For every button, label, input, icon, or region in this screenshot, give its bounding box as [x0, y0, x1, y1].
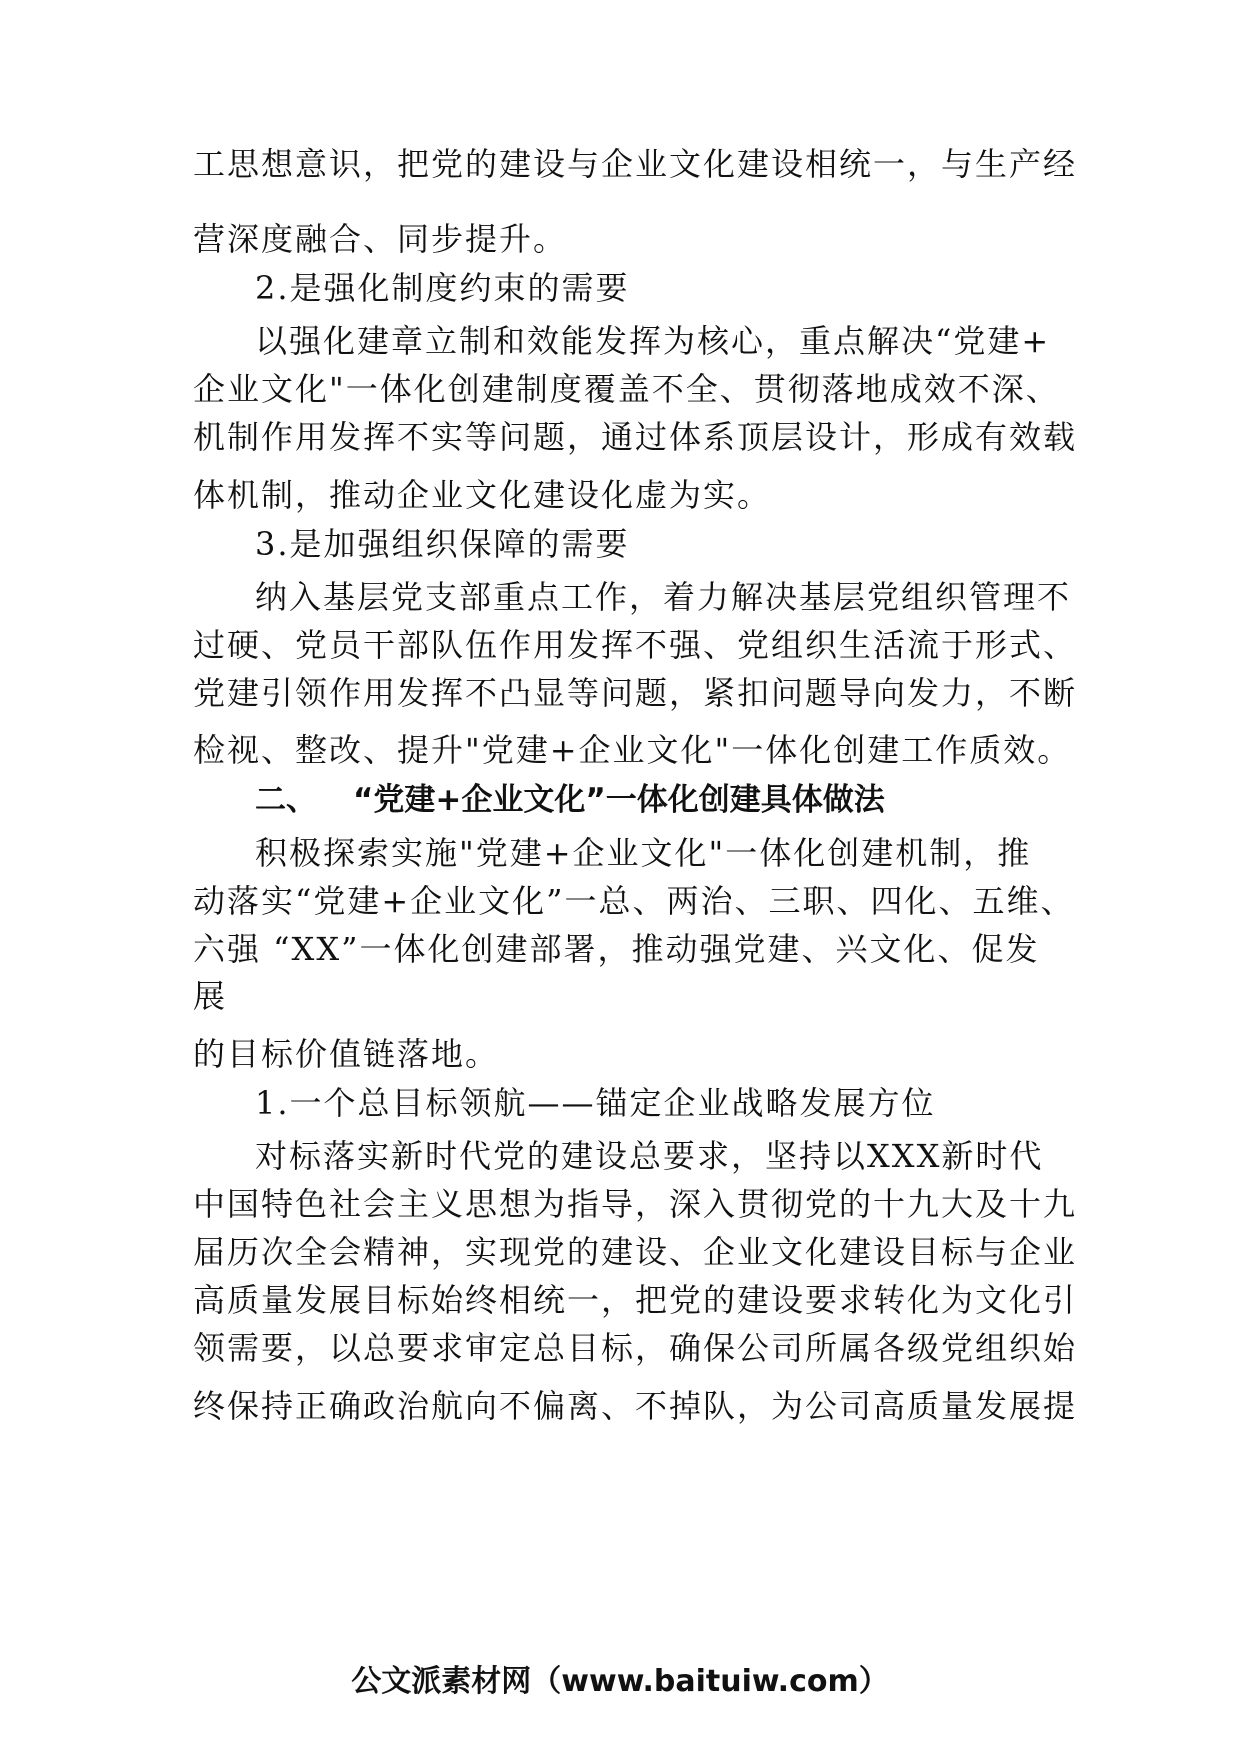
section-title: “党建+企业文化”一体化创建具体做法 [353, 782, 885, 818]
body-line: 六强 “XX”一体化创建部署，推动强党建、兴文化、促发 [193, 930, 1040, 968]
body-line: 动落实“党建+企业文化”一总、两治、三职、四化、五维、 [193, 882, 1075, 920]
body-line: 高质量发展目标始终相统一，把党的建设要求转化为文化引 [193, 1281, 1078, 1319]
body-line: 体机制，推动企业文化建设化虚为实。 [193, 476, 772, 514]
body-line: 检视、整改、提升"党建+企业文化"一体化创建工作质效。 [193, 731, 1072, 769]
body-line: 对标落实新时代党的建设总要求，坚持以XXX新时代 [255, 1137, 1044, 1175]
body-line: 工思想意识，把党的建设与企业文化建设相统一，与生产经 [193, 145, 1078, 183]
body-line: 终保持正确政治航向不偏离、不掉队，为公司高质量发展提 [193, 1387, 1078, 1425]
body-line: 的目标价值链落地。 [193, 1035, 500, 1073]
body-line: 纳入基层党支部重点工作，着力解决基层党组织管理不 [255, 578, 1072, 616]
body-line: 企业文化"一体化创建制度覆盖不全、贯彻落地成效不深、 [193, 370, 1060, 408]
body-line: 积极探索实施"党建+企业文化"一体化创建机制，推 [255, 834, 1032, 872]
body-line: 中国特色社会主义思想为指导，深入贯彻党的十九大及十九 [193, 1185, 1078, 1223]
subheading-2: 2.是强化制度约束的需要 [255, 269, 630, 307]
body-line: 机制作用发挥不实等问题，通过体系顶层设计，形成有效载 [193, 418, 1078, 456]
section-heading [255, 780, 885, 820]
body-line: 展 [193, 977, 228, 1015]
body-line: 届历次全会精神，实现党的建设、企业文化建设目标与企业 [193, 1233, 1078, 1271]
body-line: 以强化建章立制和效能发挥为核心，重点解决“党建+ [255, 322, 1051, 360]
body-line: 过硬、党员干部队伍作用发挥不强、党组织生活流于形式、 [193, 626, 1078, 664]
subheading-3: 3.是加强组织保障的需要 [255, 525, 630, 563]
body-line: 领需要，以总要求审定总目标，确保公司所属各级党组织始 [193, 1329, 1078, 1367]
body-line: 党建引领作用发挥不凸显等问题，紧扣问题导向发力，不断 [193, 674, 1078, 712]
footer-watermark: 公文派素材网（www.baituiw.com） [351, 1664, 889, 1699]
section-number: 二、 [255, 782, 317, 818]
body-line: 营深度融合、同步提升。 [193, 220, 568, 258]
subheading-1: 1.一个总目标领航——锚定企业战略发展方位 [255, 1084, 936, 1122]
